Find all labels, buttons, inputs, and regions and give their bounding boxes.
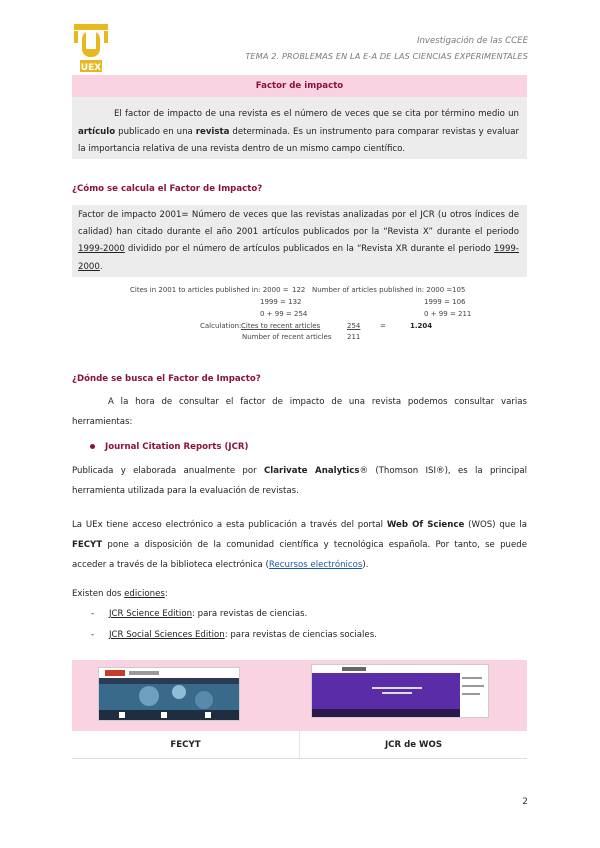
edition-science: - JCR Science Edition: para revistas de ciencias. bbox=[91, 609, 308, 619]
cites-label: Cites in 2001 to articles published in: 2000 = bbox=[130, 286, 289, 294]
topic-title: TEMA 2. PROBLEMAS EN LA E-A DE LAS CIENCIAS EXPERIMENTALES bbox=[245, 51, 528, 61]
num-label: Number of articles published in: 2000 = bbox=[312, 286, 453, 294]
jcr-wos-screenshot bbox=[311, 664, 489, 718]
cites-sum: 0 + 99 = 254 bbox=[260, 310, 308, 318]
recursos-electronicos-link[interactable]: Recursos electrónicos bbox=[268, 560, 363, 570]
figure-captions bbox=[72, 731, 527, 759]
cites-2000: 122 bbox=[292, 286, 306, 294]
section-title: Factor de impacto bbox=[72, 75, 527, 97]
num-recent: Number of recent articles bbox=[242, 333, 332, 341]
denominator: 211 bbox=[347, 333, 361, 341]
page-number: 2 bbox=[522, 797, 528, 807]
result: 1.204 bbox=[410, 322, 433, 330]
num-1999: 1999 = 106 bbox=[424, 298, 466, 306]
edition-social: - JCR Social Sciences Edition: para revistas de ciencias sociales. bbox=[91, 630, 377, 640]
num-2000: 105 bbox=[452, 286, 466, 294]
heading-where-found: ¿Dónde se busca el Factor de Impacto? bbox=[72, 374, 261, 384]
editions-intro: Existen dos ediciones: bbox=[72, 589, 168, 599]
calculation-label: Calculation: bbox=[200, 322, 242, 330]
course-title: Investigación de las CCEE bbox=[416, 36, 528, 46]
page-header bbox=[245, 36, 528, 61]
num-sum: 0 + 99 = 211 bbox=[424, 310, 472, 318]
intro-paragraph: A la hora de consultar el factor de impacto de una revista podemos consultar varias herramientas: bbox=[72, 397, 527, 427]
publisher-paragraph: Publicada y elaborada anualmente por Clarivate Analytics® (Thomson ISI®), es la principal herramienta utilizada para la evaluación de revistas. bbox=[72, 466, 527, 496]
cites-recent: Cites to recent articles bbox=[241, 322, 321, 330]
uex-logo bbox=[72, 22, 110, 74]
formula-text: Factor de impacto 2001= Número de veces que las revistas analizadas por el JCR (u otros índices de calidad) han citado durante el año 2001 artículos publicados por la “Revista X” durante el periodo 1999-2000 dividido por el número de artículos publicados en la “Revista XR durante el periodo 1999-2000. bbox=[78, 210, 519, 272]
cites-1999: 1999 = 132 bbox=[260, 298, 302, 306]
caption-fecyt: FECYT bbox=[170, 739, 201, 750]
equals-sign: = bbox=[380, 322, 386, 330]
heading-how-calculated: ¿Cómo se calcula el Factor de Impacto? bbox=[72, 184, 263, 194]
numerator: 254 bbox=[347, 322, 361, 330]
bullet-jcr: Journal Citation Reports (JCR) bbox=[90, 442, 248, 452]
uex-paragraph: La UEx tiene acceso electrónico a esta publicación a través del portal Web Of Science (WOS) que la FECYT pone a disposición de la comunidad científica y tecnológica española. Por tanto, se puede acceder a través de la biblioteca electrónica (Recursos electrónicos). bbox=[72, 520, 527, 570]
caption-jcr-wos: JCR de WOS bbox=[299, 731, 527, 758]
bullet-dot-icon bbox=[90, 444, 95, 449]
logo-text: UEX bbox=[80, 63, 102, 73]
fecyt-screenshot bbox=[98, 667, 240, 721]
definition-text: El factor de impacto de una revista es el número de veces que se cita por término medio un artículo publicado en una revista determinada. Es un instrumento para comparar revistas y evaluar la importancia relativa de una revista dentro de un mismo campo científico. bbox=[78, 109, 520, 154]
